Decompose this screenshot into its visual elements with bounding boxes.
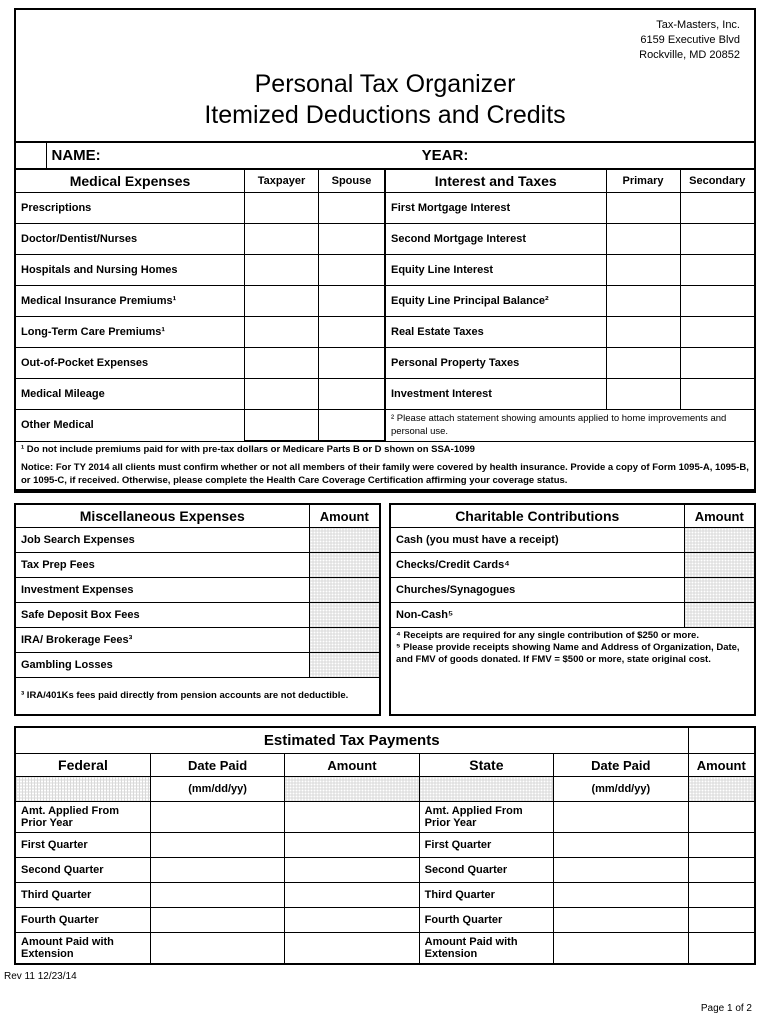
table-row [16,410,385,441]
charitable-row-label: Cash (you must have a receipt) [391,528,684,553]
federal-amount-cell[interactable] [285,933,419,964]
table-row [386,286,755,317]
medical-col-spouse: Spouse [319,169,385,193]
misc-amount-cell[interactable] [309,553,379,578]
table-row [16,348,385,379]
medical-notes [16,441,754,491]
table-row [16,653,379,678]
medical-row-label: Medical Insurance Premiums¹ [16,286,245,317]
column-gap [381,503,389,716]
state-date-cell[interactable] [554,908,688,933]
table-row [16,603,379,628]
interest-heading: Interest and Taxes [386,169,607,193]
table-row [16,858,754,883]
state-amount-cell[interactable] [688,858,754,883]
table-row [386,193,755,224]
medical-spouse-cell[interactable] [319,224,385,255]
table-row [16,883,754,908]
table-row [16,578,379,603]
federal-col-amount: Amount [285,754,419,777]
table-row [16,224,385,255]
title-line-2: Itemized Deductions and Credits [204,101,566,129]
interest-primary-cell[interactable] [606,286,680,317]
medical-interest-section [16,168,754,441]
interest-secondary-cell[interactable] [680,224,754,255]
interest-primary-cell[interactable] [606,317,680,348]
medical-row-label: Medical Mileage [16,379,245,410]
federal-date-format: (mm/dd/yy) [150,777,284,802]
table-row [386,348,755,379]
misc-amount-cell[interactable] [309,628,379,653]
table-row [16,379,385,410]
health-coverage-notice: Notice: For TY 2014 all clients must confirm whether or not all members of their family were covered by health insurance. Provide a copy of Form 1095-A, 1095-B, or 1095-C, if received. Otherwise, please complete the Health Care Coverage Certification affirming your coverage status. [16,458,754,490]
state-date-cell[interactable] [554,883,688,908]
federal-date-cell[interactable] [150,833,284,858]
table-row [16,833,754,858]
table-row [16,286,385,317]
interest-secondary-cell[interactable] [680,286,754,317]
interest-col-primary: Primary [606,169,680,193]
charitable-contributions-block [389,503,756,716]
misc-amount-cell[interactable] [309,603,379,628]
medical-taxpayer-cell[interactable] [245,410,319,441]
state-row-label: Fourth Quarter [419,908,553,933]
federal-amount-cell[interactable] [285,883,419,908]
interest-secondary-cell[interactable] [680,348,754,379]
medical-spouse-cell[interactable] [319,348,385,379]
medical-row-label: Long-Term Care Premiums¹ [16,317,245,348]
state-amount-cell[interactable] [688,802,754,833]
interest-primary-cell[interactable] [606,224,680,255]
federal-blank-label [16,777,150,802]
state-col-date-paid: Date Paid [554,754,688,777]
estimated-heading-spacer [688,728,754,754]
company-address-line2: Rockville, MD 20852 [639,49,740,61]
table-row [16,193,385,224]
federal-row-label: Third Quarter [16,883,150,908]
table-row [391,553,754,578]
misc-row-label: Tax Prep Fees [16,553,309,578]
state-row-label: Second Quarter [419,858,553,883]
estimated-tax-payments-block [14,726,756,966]
year-label: YEAR: [421,147,469,164]
federal-amount-cell[interactable] [285,908,419,933]
federal-date-cell[interactable] [150,883,284,908]
table-row [386,379,755,410]
estimated-heading: Estimated Tax Payments [16,728,688,754]
interest-footnote: ² Please attach statement showing amounts applied to home improvements and personal use. [386,410,755,442]
table-row [16,802,754,833]
medical-row-label: Doctor/Dentist/Nurses [16,224,245,255]
miscellaneous-expenses-block [14,503,381,716]
table-row [386,224,755,255]
state-amount-cell[interactable] [688,833,754,858]
header-block [16,10,754,141]
charitable-footnote-5: ⁵ Please provide receipts showing Name and Address of Organization, Date, and FMV of goods donated. If FMV = $500 or more, state original cost. [396,642,740,665]
name-label: NAME: [51,147,101,164]
interest-secondary-cell[interactable] [680,317,754,348]
table-row [16,528,379,553]
federal-row-label: Amount Paid with Extension [16,933,150,964]
federal-amount-cell[interactable] [285,777,419,802]
medical-spouse-cell[interactable] [319,317,385,348]
misc-row-label: Safe Deposit Box Fees [16,603,309,628]
state-date-cell[interactable] [554,933,688,964]
medical-col-taxpayer: Taxpayer [245,169,319,193]
medical-row-label: Prescriptions [16,193,245,224]
medical-footnote: ¹ Do not include premiums paid for with pre-tax dollars or Medicare Parts B or D shown on SSA-1099 [16,442,754,459]
interest-row-label: Investment Interest [386,379,607,410]
footer-revision: Rev 11 12/23/14 [4,971,77,982]
misc-footnote: ³ IRA/401Ks fees paid directly from pension accounts are not deductible. [21,689,349,701]
charitable-col-amount: Amount [684,505,754,528]
table-row [16,628,379,653]
medical-expenses-table [16,168,385,441]
state-row-label: Third Quarter [419,883,553,908]
company-address [16,10,754,63]
interest-row-label: Equity Line Principal Balance² [386,286,607,317]
federal-col-date-paid: Date Paid [150,754,284,777]
state-amount-cell[interactable] [688,933,754,964]
misc-amount-cell[interactable] [309,528,379,553]
state-amount-cell[interactable] [688,908,754,933]
state-amount-cell[interactable] [688,777,754,802]
table-row [16,777,754,802]
table-row [16,255,385,286]
charitable-row-label: Checks/Credit Cards⁴ [391,553,684,578]
medical-taxpayer-cell[interactable] [245,193,319,224]
federal-amount-cell[interactable] [285,858,419,883]
table-row [391,528,754,553]
interest-primary-cell[interactable] [606,255,680,286]
year-input[interactable] [595,142,754,168]
miscellaneous-expenses-table [16,505,379,714]
table-row [391,603,754,628]
medical-spouse-cell[interactable] [319,286,385,317]
charitable-amount-cell[interactable] [684,578,754,603]
state-amount-cell[interactable] [688,883,754,908]
federal-date-cell[interactable] [150,858,284,883]
interest-col-secondary: Secondary [680,169,754,193]
misc-row-label: Investment Expenses [16,578,309,603]
table-row [16,908,754,933]
company-name: Tax-Masters, Inc. [656,19,740,31]
table-row [16,933,754,964]
medical-taxpayer-cell[interactable] [245,379,319,410]
federal-row-label: First Quarter [16,833,150,858]
charitable-amount-cell[interactable] [684,603,754,628]
medical-spouse-cell[interactable] [319,193,385,224]
misc-charitable-section [14,503,756,716]
footer-page-number: Page 1 of 2 [700,1003,752,1014]
medical-row-label: Out-of-Pocket Expenses [16,348,245,379]
medical-taxpayer-cell[interactable] [245,348,319,379]
charitable-footnote-4: ⁴ Receipts are required for any single contribution of $250 or more. [396,630,699,641]
misc-amount-cell[interactable] [309,578,379,603]
state-row-label: First Quarter [419,833,553,858]
charitable-amount-cell[interactable] [684,528,754,553]
misc-row-label: Job Search Expenses [16,528,309,553]
interest-secondary-cell[interactable] [680,255,754,286]
misc-heading: Miscellaneous Expenses [16,505,309,528]
state-row-label: Amt. Applied From Prior Year [419,802,553,833]
table-row [16,553,379,578]
interest-row-label: Second Mortgage Interest [386,224,607,255]
medical-spouse-cell[interactable] [319,379,385,410]
table-row [391,578,754,603]
medical-taxpayer-cell[interactable] [245,255,319,286]
state-col-amount: Amount [688,754,754,777]
federal-label: Federal [16,754,150,777]
medical-heading: Medical Expenses [16,169,245,193]
form-sheet [14,8,756,493]
medical-spouse-cell[interactable] [319,255,385,286]
misc-amount-cell[interactable] [309,653,379,678]
table-row [16,317,385,348]
company-address-line1: 6159 Executive Blvd [640,34,740,46]
interest-primary-cell[interactable] [606,379,680,410]
charitable-heading: Charitable Contributions [391,505,684,528]
interest-primary-cell[interactable] [606,348,680,379]
interest-primary-cell[interactable] [606,193,680,224]
medical-taxpayer-cell[interactable] [245,317,319,348]
federal-row-label: Fourth Quarter [16,908,150,933]
misc-row-label: Gambling Losses [16,653,309,678]
misc-col-amount: Amount [309,505,379,528]
state-date-cell[interactable] [554,802,688,833]
medical-expenses-block [16,168,385,441]
state-date-cell[interactable] [554,858,688,883]
federal-row-label: Second Quarter [16,858,150,883]
title-line-1: Personal Tax Organizer [254,70,516,98]
state-date-cell[interactable] [554,833,688,858]
interest-row-label: Real Estate Taxes [386,317,607,348]
spacer [14,716,756,726]
federal-date-cell[interactable] [150,802,284,833]
state-blank-label [419,777,553,802]
estimated-tax-payments-table [16,728,754,964]
interest-taxes-table [385,168,754,441]
charitable-row-label: Churches/Synagogues [391,578,684,603]
page-title [16,63,754,141]
federal-row-label: Amt. Applied From Prior Year [16,802,150,833]
table-row [386,317,755,348]
name-spacer [16,142,46,168]
state-row-label: Amount Paid with Extension [419,933,553,964]
state-date-format: (mm/dd/yy) [554,777,688,802]
federal-date-cell[interactable] [150,933,284,964]
medical-taxpayer-cell[interactable] [245,224,319,255]
medical-taxpayer-cell[interactable] [245,286,319,317]
charitable-amount-cell[interactable] [684,553,754,578]
state-label: State [419,754,553,777]
interest-secondary-cell[interactable] [680,379,754,410]
name-year-bar [16,141,754,168]
federal-date-cell[interactable] [150,908,284,933]
interest-taxes-block [385,168,754,441]
interest-row-label: Personal Property Taxes [386,348,607,379]
medical-row-label: Other Medical [16,410,245,441]
charitable-row-label: Non-Cash⁵ [391,603,684,628]
spacer [14,493,756,503]
federal-amount-cell[interactable] [285,833,419,858]
medical-spouse-cell[interactable] [319,410,385,441]
name-input[interactable] [136,142,295,168]
table-row [386,255,755,286]
charitable-contributions-table [391,505,754,688]
interest-row-label: First Mortgage Interest [386,193,607,224]
federal-amount-cell[interactable] [285,802,419,833]
misc-row-label: IRA/ Brokerage Fees³ [16,628,309,653]
interest-secondary-cell[interactable] [680,193,754,224]
interest-row-label: Equity Line Interest [386,255,607,286]
medical-row-label: Hospitals and Nursing Homes [16,255,245,286]
